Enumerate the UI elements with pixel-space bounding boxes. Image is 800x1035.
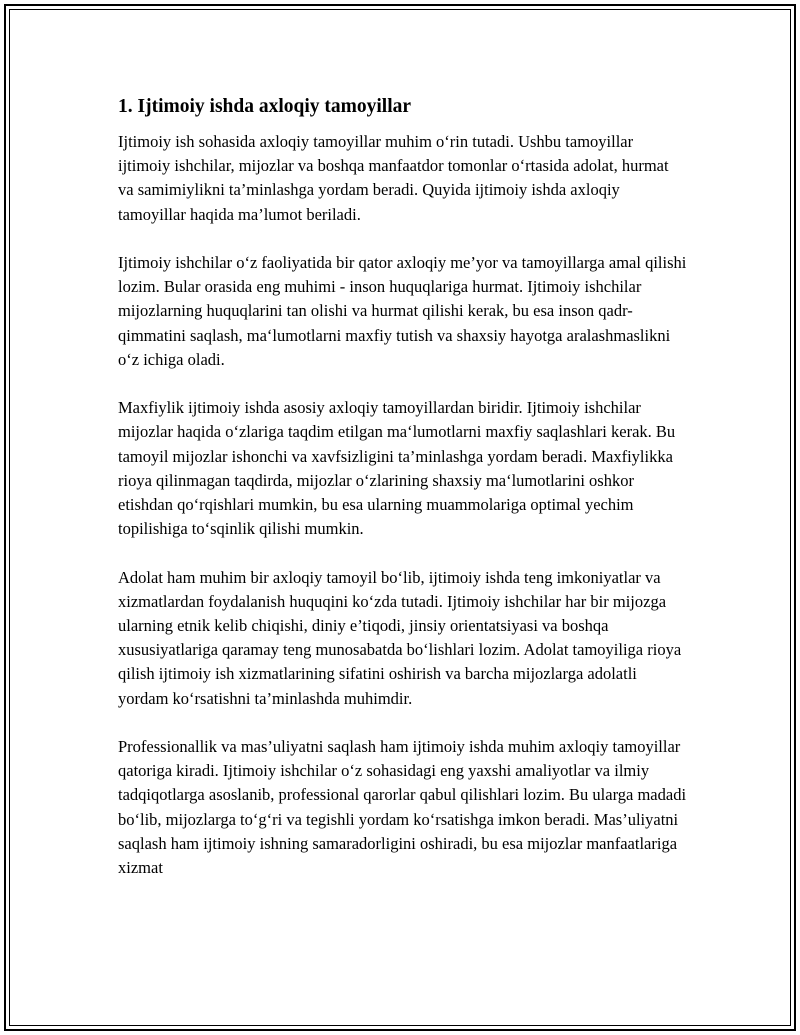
paragraph-intro: Ijtimoiy ish sohasida axloqiy tamoyillar muhim o‘rin tutadi. Ushbu tamoyillar ijtimoiy ishchilar, mijozlar va boshqa manfaatdor tomonlar o‘rtasida adolat, hurmat va samimiylikni ta’minlashga yordam beradi. Quyida ijtimoiy ishda axloqiy tamoyillar haqida ma’lumot beriladi. [118, 132, 669, 224]
paragraph-justice: Adolat ham muhim bir axloqiy tamoyil bo‘lib, ijtimoiy ishda teng imkoniyatlar va xizmatlardan foydalanish huquqini ko‘zda tutadi. Ijtimoiy ishchilar har bir mijozga ularning etnik kelib chiqishi, diniy e’tiqodi, jinsiy orientatsiyasi va boshqa xususiyatlariga qaramay teng munosabatda bo‘lishlari lozim. Adolat tamoyiliga rioya qilish ijtimoiy ish xizmatlarining sifatini oshirish va barcha mijozlarga adolatli yordam ko‘rsatishni ta’minlashda muhimdir. [118, 567, 682, 708]
paragraph-professionalism: Professionallik va mas’uliyatni saqlash ham ijtimoiy ishda muhim axloqiy tamoyillar qatoriga kiradi. Ijtimoiy ishchilar o‘z sohasidagi eng yaxshi amaliyotlar va ilmiy tadqiqotlarga asoslanib, professional qarorlar qabul qilishlari lozim. Bu ularga madadi bo‘lib, mijozlarga to‘g‘ri va tegishli yordam ko‘rsatishga imkon beradi. Mas’uliyatni saqlash ham ijtimoiy ishning samaradorligini oshiradi, bu esa mijozlar manfaatlariga xizmat [118, 737, 687, 878]
section-heading: 1. Ijtimoiy ishda axloqiy tamoyillar [118, 96, 412, 117]
document-body [118, 94, 688, 904]
paragraph-confidentiality: Maxfiylik ijtimoiy ishda asosiy axloqiy tamoyillardan biridir. Ijtimoiy ishchilar mijozlar haqida o‘zlariga taqdim etilgan ma‘lumotlarni maxfiy saqlashlari kerak. Bu tamoyil mijozlar ishonchi va xavfsizligini ta’minlashga yordam beradi. Maxfiylikka rioya qilinmagan taqdirda, mijozlar o‘zlarining shaxsiy ma‘lumotlarini oshkor etishdan qo‘rqishlari mumkin, bu esa ularning muammolariga optimal yechim topilishiga to‘sqinlik qilishi mumkin. [118, 398, 676, 539]
paragraph-human-rights: Ijtimoiy ishchilar o‘z faoliyatida bir qator axloqiy me’yor va tamoyillarga amal qilishi lozim. Bular orasida eng muhimi - inson huquqlariga hurmat. Ijtimoiy ishchilar mijozlarning huquqlarini tan olishi va hurmat qilishi kerak, bu esa inson qadr-qimmatini saqlash, ma‘lumotlarni maxfiy tutish va shaxsiy hayotga aralashmaslikni o‘z ichiga oladi. [118, 253, 687, 369]
